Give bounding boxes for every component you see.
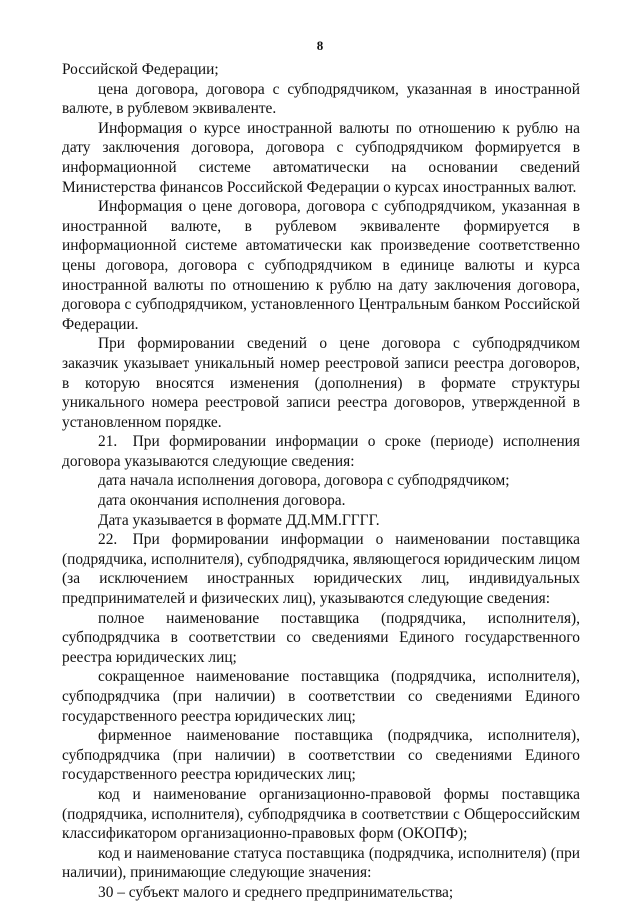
paragraph: фирменное наименование поставщика (подрядчика, исполнителя), субподрядчика (при наличии) в соответствии со сведениями Единого государственного реестра юридических лиц; xyxy=(62,727,580,784)
paragraph: дата начала исполнения договора, договора с субподрядчиком; xyxy=(98,472,510,490)
paragraph: код и наименование статуса поставщика (подрядчика, исполнителя) (при наличии), принимающие следующие значения: xyxy=(62,844,580,882)
paragraph: полное наименование поставщика (подрядчика, исполнителя), субподрядчика в соответствии со сведениями Единого государственного реестра юридических лиц; xyxy=(62,609,580,666)
paragraph: сокращенное наименование поставщика (подрядчика, исполнителя), субподрядчика (при наличии) в соответствии со сведениями Единого государственного реестра юридических лиц; xyxy=(62,668,580,725)
paragraph: 30 – субъект малого и среднего предпринимательства; xyxy=(98,883,454,901)
paragraph: Дата указывается в формате ДД.ММ.ГГГГ. xyxy=(98,511,380,529)
paragraph: цена договора, договора с субподрядчиком, указанная в иностранной валюте, в рублевом эквиваленте. xyxy=(62,80,580,118)
paragraph: При формировании сведений о цене договора с субподрядчиком заказчик указывает уникальный номер реестровой записи реестра договоров, в которую вносятся изменения (дополнения) в формате структуры уникального номера реестровой записи реестра договоров, утвержденной в установленном порядке. xyxy=(62,335,580,431)
page-number: 8 xyxy=(316,38,324,53)
paragraph: дата окончания исполнения договора. xyxy=(98,492,346,510)
paragraph: код и наименование организационно-правовой формы поставщика (подрядчика, исполнителя), субподрядчика в соответствии с Общероссийским классификатором организационно-правовых форм (ОКОПФ); xyxy=(62,785,580,843)
paragraph-section-22: 22. При формировании информации о наименовании поставщика (подрядчика, исполнителя), субподрядчика, являющегося юридическим лицом (за исключением иностранных юридических лиц, индивидуальных предпринимателей и физических лиц), указываются следующие сведения: xyxy=(62,531,580,608)
paragraph-section-21: 21. При формировании информации о сроке (периоде) исполнения договора указываются следующие сведения: xyxy=(62,433,580,470)
paragraph: Информация о цене договора, договора с субподрядчиком, указанная в иностранной валюте, в рублевом эквиваленте формируется в информационной системе автоматически как произведение соответственно цены договора, договора с субподрядчиком в единице валюты и курса иностранной валюты по отношению к рублю на дату заключения договора, договора с субподрядчиком, установленного Центральным банком Российской Федерации. xyxy=(62,198,580,333)
document-body xyxy=(62,60,580,903)
paragraph: Информация о курсе иностранной валюты по отношению к рублю на дату заключения договора, договора с субподрядчиком формируется в информационной системе автоматически на основании сведений Министерства финансов Российской Федерации о курсах иностранных валют. xyxy=(62,119,580,196)
paragraph-continuation: Российской Федерации; xyxy=(62,61,219,78)
